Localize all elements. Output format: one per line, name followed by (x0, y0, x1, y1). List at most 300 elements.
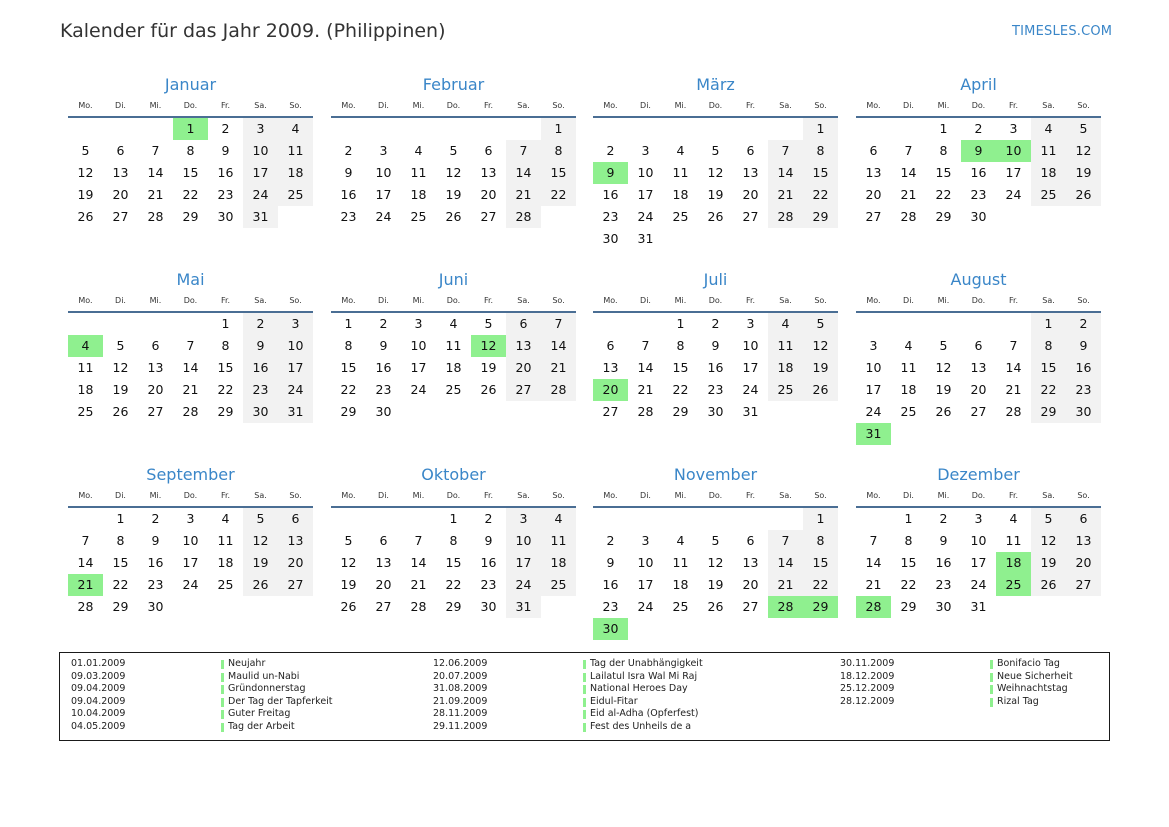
day-cell: 20 (112, 187, 129, 202)
legend-name: Der Tag der Tapferkeit (228, 695, 333, 707)
weekday-label: Mi. (149, 491, 162, 500)
day-cell: 25 (768, 379, 803, 401)
day-cell: 31 (637, 231, 654, 246)
legend-name: Eid al-Adha (Opferfest) (590, 708, 699, 720)
day-cell: 17 (865, 382, 882, 397)
holiday-marker-icon (221, 660, 224, 669)
day-cell: 5 (1066, 118, 1101, 140)
day-cell: 1 (803, 508, 838, 530)
day-cell: 1 (344, 316, 353, 331)
day-cell: 15 (445, 555, 462, 570)
day-cell: 25 (1031, 184, 1066, 206)
month-name: April (960, 75, 997, 94)
weekday-label: Do. (446, 296, 461, 305)
day-cell: 23 (1066, 379, 1101, 401)
day-cell: 30 (217, 209, 234, 224)
weekday-header (856, 99, 1101, 113)
weekday-label: Sa. (1042, 491, 1055, 500)
weekday-label: Do. (708, 101, 723, 110)
day-cell: 27 (147, 404, 164, 419)
day-cell: 8 (904, 533, 913, 548)
weekday-label: Mo. (603, 491, 618, 500)
day-cell: 6 (974, 338, 983, 353)
day-cell: 12 (1031, 530, 1066, 552)
legend-name: Gründonnerstag (228, 683, 306, 695)
day-cell: 9 (484, 533, 493, 548)
day-cell: 16 (480, 555, 497, 570)
holiday-day: 20 (593, 379, 628, 401)
day-cell: 13 (1066, 530, 1101, 552)
day-cell: 7 (506, 140, 541, 162)
day-cell: 21 (768, 574, 803, 596)
day-cell: 30 (480, 599, 497, 614)
day-cell: 12 (707, 555, 724, 570)
day-cell: 3 (278, 313, 313, 335)
day-cell: 14 (541, 335, 576, 357)
legend-date: 28.11.2009 (433, 708, 488, 720)
day-cell: 25 (672, 599, 689, 614)
day-cell: 22 (803, 184, 838, 206)
legend-date: 18.12.2009 (840, 670, 895, 682)
legend-name: Neujahr (228, 658, 266, 669)
holiday-marker-icon (221, 710, 224, 719)
weekday-label: Mi. (412, 101, 425, 110)
day-cell: 12 (77, 165, 94, 180)
day-cell: 25 (217, 577, 234, 592)
day-cell: 3 (869, 338, 878, 353)
day-cell: 24 (970, 577, 987, 592)
weekday-label: Di. (903, 101, 914, 110)
month-name: Juli (703, 270, 728, 289)
day-cell: 30 (602, 231, 619, 246)
day-cell: 10 (637, 165, 654, 180)
weekday-label: Mo. (866, 491, 881, 500)
day-cell: 3 (974, 511, 983, 526)
weekday-label: Do. (446, 491, 461, 500)
day-cell: 11 (1031, 140, 1066, 162)
day-cell: 15 (217, 360, 234, 375)
day-cell: 17 (506, 552, 541, 574)
weekday-label: Fr. (1008, 491, 1019, 500)
day-cell: 6 (116, 143, 125, 158)
day-cell: 3 (1009, 121, 1018, 136)
holiday-day: 21 (68, 574, 103, 596)
weekday-label: Mi. (937, 296, 950, 305)
day-cell: 14 (768, 552, 803, 574)
weekday-label: Mi. (937, 491, 950, 500)
weekday-label: Fr. (745, 101, 756, 110)
day-cell: 30 (935, 599, 952, 614)
day-cell: 28 (147, 209, 164, 224)
day-cell: 1 (116, 511, 125, 526)
day-cell: 16 (602, 577, 619, 592)
month-name: September (146, 465, 235, 484)
day-cell: 16 (340, 187, 357, 202)
weekday-label: Do. (971, 101, 986, 110)
day-cell: 29 (803, 206, 838, 228)
day-cell: 23 (935, 577, 952, 592)
day-cell: 6 (278, 508, 313, 530)
day-cell: 9 (711, 338, 720, 353)
day-cell: 10 (375, 165, 392, 180)
day-cell: 30 (1066, 401, 1101, 423)
weekday-header (331, 489, 576, 503)
month-name: Dezember (937, 465, 1020, 484)
day-cell: 8 (939, 143, 948, 158)
day-cell: 3 (414, 316, 423, 331)
day-cell: 27 (602, 404, 619, 419)
day-cell: 28 (182, 404, 199, 419)
day-cell: 21 (182, 382, 199, 397)
day-cell: 4 (1009, 511, 1018, 526)
day-cell: 2 (606, 143, 615, 158)
day-cell: 19 (445, 187, 462, 202)
day-cell: 24 (410, 382, 427, 397)
day-cell: 8 (344, 338, 353, 353)
weekday-label: So. (289, 101, 302, 110)
day-cell: 7 (186, 338, 195, 353)
day-cell: 10 (243, 140, 278, 162)
day-cell: 21 (147, 187, 164, 202)
day-cell: 29 (900, 599, 917, 614)
day-cell: 15 (935, 165, 952, 180)
day-cell: 8 (449, 533, 458, 548)
weekday-label: Sa. (779, 101, 792, 110)
day-cell: 7 (641, 338, 650, 353)
weekday-label: Do. (183, 101, 198, 110)
day-cell: 22 (340, 382, 357, 397)
month-name: November (673, 465, 758, 484)
day-cell: 29 (672, 404, 689, 419)
day-cell: 24 (742, 382, 759, 397)
day-cell: 16 (375, 360, 392, 375)
day-cell: 5 (711, 533, 720, 548)
weekday-label: Di. (640, 491, 651, 500)
weekday-label: Fr. (1008, 101, 1019, 110)
day-cell: 20 (742, 187, 759, 202)
day-cell: 28 (506, 206, 541, 228)
day-cell: 11 (672, 555, 689, 570)
day-cell: 27 (742, 209, 759, 224)
day-cell: 28 (900, 209, 917, 224)
month-name: Februar (422, 75, 485, 94)
day-cell: 18 (217, 555, 234, 570)
day-grid (593, 118, 838, 250)
day-cell: 25 (445, 382, 462, 397)
day-cell: 30 (243, 401, 278, 423)
day-cell: 6 (746, 533, 755, 548)
weekday-label: Di. (115, 101, 126, 110)
day-cell: 20 (480, 187, 497, 202)
day-cell: 18 (672, 187, 689, 202)
day-cell: 12 (445, 165, 462, 180)
legend-name: Fest des Unheils de a (590, 721, 692, 732)
day-cell: 9 (221, 143, 230, 158)
day-cell: 7 (904, 143, 913, 158)
day-cell: 18 (541, 552, 576, 574)
weekday-label: Fr. (483, 101, 494, 110)
day-cell: 16 (1066, 357, 1101, 379)
day-cell: 31 (278, 401, 313, 423)
weekday-label: Mo. (78, 101, 93, 110)
day-cell: 9 (344, 165, 353, 180)
day-cell: 29 (112, 599, 129, 614)
day-cell: 5 (81, 143, 90, 158)
weekday-label: Mo. (603, 296, 618, 305)
weekday-label: Sa. (517, 101, 530, 110)
day-cell: 17 (637, 187, 654, 202)
day-cell: 3 (186, 511, 195, 526)
day-cell: 9 (379, 338, 388, 353)
day-cell: 7 (768, 140, 803, 162)
weekday-header (856, 489, 1101, 503)
day-cell: 7 (151, 143, 160, 158)
day-cell: 21 (506, 184, 541, 206)
weekday-label: Do. (708, 491, 723, 500)
weekday-label: Fr. (1008, 296, 1019, 305)
legend-name: Tag der Unabhängigkeit (590, 658, 703, 669)
day-cell: 6 (746, 143, 755, 158)
day-cell: 17 (182, 555, 199, 570)
day-cell: 24 (375, 209, 392, 224)
day-cell: 10 (182, 533, 199, 548)
weekday-label: So. (289, 491, 302, 500)
weekday-label: Di. (115, 491, 126, 500)
legend-date: 20.07.2009 (433, 670, 488, 682)
weekday-label: Fr. (220, 101, 231, 110)
day-grid (331, 118, 576, 250)
day-cell: 19 (112, 382, 129, 397)
day-cell: 13 (112, 165, 129, 180)
weekday-label: Mi. (937, 101, 950, 110)
day-cell: 10 (637, 555, 654, 570)
day-cell: 4 (904, 338, 913, 353)
day-cell: 23 (217, 187, 234, 202)
day-cell: 5 (116, 338, 125, 353)
weekday-label: So. (552, 101, 565, 110)
weekday-label: So. (814, 491, 827, 500)
day-cell: 26 (707, 209, 724, 224)
day-cell: 21 (768, 184, 803, 206)
day-cell: 3 (506, 508, 541, 530)
holiday-day: 9 (961, 140, 996, 162)
day-cell: 18 (1031, 162, 1066, 184)
weekday-header (68, 489, 313, 503)
weekday-label: Mi. (149, 101, 162, 110)
weekday-label: So. (552, 491, 565, 500)
day-cell: 11 (445, 338, 462, 353)
holiday-marker-icon (221, 698, 224, 707)
day-cell: 2 (221, 121, 230, 136)
legend-name: Tag der Arbeit (228, 721, 295, 732)
day-cell: 4 (221, 511, 230, 526)
day-cell: 14 (1005, 360, 1022, 375)
day-cell: 15 (803, 162, 838, 184)
holiday-marker-icon (221, 723, 224, 732)
holiday-day: 9 (593, 162, 628, 184)
day-cell: 2 (939, 511, 948, 526)
day-cell: 2 (1066, 313, 1101, 335)
weekday-header (593, 294, 838, 308)
holiday-day: 29 (803, 596, 838, 618)
day-cell: 3 (243, 118, 278, 140)
day-cell: 20 (506, 357, 541, 379)
day-cell: 8 (676, 338, 685, 353)
holiday-legend (59, 652, 1110, 741)
day-cell: 2 (606, 533, 615, 548)
day-cell: 13 (278, 530, 313, 552)
weekday-label: Do. (708, 296, 723, 305)
holiday-day: 28 (768, 596, 803, 618)
day-cell: 31 (506, 596, 541, 618)
legend-name: National Heroes Day (590, 683, 688, 695)
weekday-label: Mo. (341, 491, 356, 500)
legend-date: 30.11.2009 (840, 658, 895, 669)
day-cell: 22 (803, 574, 838, 596)
day-cell: 9 (1066, 335, 1101, 357)
day-cell: 20 (375, 577, 392, 592)
day-cell: 21 (410, 577, 427, 592)
weekday-label: Sa. (254, 101, 267, 110)
day-cell: 23 (970, 187, 987, 202)
weekday-label: Di. (378, 101, 389, 110)
day-cell: 4 (676, 143, 685, 158)
day-cell: 13 (602, 360, 619, 375)
weekday-label: Fr. (745, 296, 756, 305)
day-cell: 19 (803, 357, 838, 379)
day-cell: 20 (742, 577, 759, 592)
holiday-marker-icon (990, 698, 993, 707)
month-name: Oktober (421, 465, 486, 484)
weekday-label: So. (1077, 101, 1090, 110)
weekday-header (593, 99, 838, 113)
day-cell: 4 (449, 316, 458, 331)
day-cell: 30 (375, 404, 392, 419)
day-cell: 12 (243, 530, 278, 552)
day-cell: 13 (480, 165, 497, 180)
day-cell: 14 (182, 360, 199, 375)
month-name: August (950, 270, 1007, 289)
weekday-label: Mi. (149, 296, 162, 305)
day-cell: 7 (1009, 338, 1018, 353)
day-cell: 7 (414, 533, 423, 548)
day-cell: 29 (445, 599, 462, 614)
day-cell: 29 (217, 404, 234, 419)
day-cell: 24 (182, 577, 199, 592)
day-cell: 17 (637, 577, 654, 592)
day-cell: 19 (77, 187, 94, 202)
legend-date: 01.01.2009 (71, 658, 126, 669)
day-cell: 5 (939, 338, 948, 353)
day-cell: 6 (606, 338, 615, 353)
day-cell: 20 (865, 187, 882, 202)
day-cell: 22 (541, 184, 576, 206)
day-cell: 26 (935, 404, 952, 419)
day-cell: 2 (151, 511, 160, 526)
day-cell: 6 (506, 313, 541, 335)
day-cell: 19 (707, 577, 724, 592)
day-cell: 18 (768, 357, 803, 379)
day-cell: 24 (865, 404, 882, 419)
day-cell: 7 (541, 313, 576, 335)
site-link[interactable]: TIMESLES.COM (1012, 24, 1113, 39)
day-cell: 20 (278, 552, 313, 574)
day-grid (593, 313, 838, 445)
day-cell: 8 (221, 338, 230, 353)
day-cell: 17 (742, 360, 759, 375)
weekday-label: Do. (971, 491, 986, 500)
day-cell: 10 (410, 338, 427, 353)
day-cell: 15 (672, 360, 689, 375)
month-name: Juni (438, 270, 469, 289)
day-cell: 23 (375, 382, 392, 397)
day-cell: 26 (803, 379, 838, 401)
day-cell: 3 (641, 533, 650, 548)
day-cell: 7 (768, 530, 803, 552)
day-cell: 25 (77, 404, 94, 419)
holiday-marker-icon (221, 673, 224, 682)
month-name: März (696, 75, 735, 94)
day-cell: 17 (278, 357, 313, 379)
day-cell: 15 (541, 162, 576, 184)
day-cell: 5 (711, 143, 720, 158)
day-cell: 5 (449, 143, 458, 158)
legend-name: Rizal Tag (997, 695, 1039, 707)
day-cell: 22 (1031, 379, 1066, 401)
day-cell: 29 (1031, 401, 1066, 423)
weekday-label: Do. (446, 101, 461, 110)
day-grid (68, 508, 313, 640)
holiday-day: 18 (996, 552, 1031, 574)
day-cell: 6 (869, 143, 878, 158)
day-grid (68, 118, 313, 250)
holiday-marker-icon (583, 660, 586, 669)
weekday-header (593, 489, 838, 503)
holiday-day: 25 (996, 574, 1031, 596)
weekday-label: Fr. (220, 491, 231, 500)
day-cell: 13 (742, 165, 759, 180)
legend-name: Lailatul Isra Wal Mi Raj (590, 670, 698, 682)
day-cell: 25 (541, 574, 576, 596)
weekday-label: Mi. (674, 296, 687, 305)
day-cell: 12 (935, 360, 952, 375)
day-cell: 29 (182, 209, 199, 224)
day-cell: 13 (506, 335, 541, 357)
weekday-label: Fr. (483, 296, 494, 305)
day-cell: 30 (970, 209, 987, 224)
day-cell: 26 (445, 209, 462, 224)
day-cell: 20 (970, 382, 987, 397)
day-cell: 9 (151, 533, 160, 548)
day-cell: 19 (1031, 552, 1066, 574)
day-cell: 27 (480, 209, 497, 224)
day-cell: 26 (340, 599, 357, 614)
day-cell: 18 (77, 382, 94, 397)
weekday-label: Sa. (254, 491, 267, 500)
day-cell: 19 (707, 187, 724, 202)
day-cell: 24 (1005, 187, 1022, 202)
legend-name: Maulid un-Nabi (228, 670, 300, 682)
weekday-label: Di. (640, 101, 651, 110)
day-cell: 15 (182, 165, 199, 180)
legend-date: 10.04.2009 (71, 708, 126, 720)
day-cell: 11 (278, 140, 313, 162)
weekday-label: So. (814, 101, 827, 110)
day-cell: 12 (707, 165, 724, 180)
day-cell: 28 (637, 404, 654, 419)
holiday-marker-icon (583, 673, 586, 682)
day-cell: 1 (449, 511, 458, 526)
